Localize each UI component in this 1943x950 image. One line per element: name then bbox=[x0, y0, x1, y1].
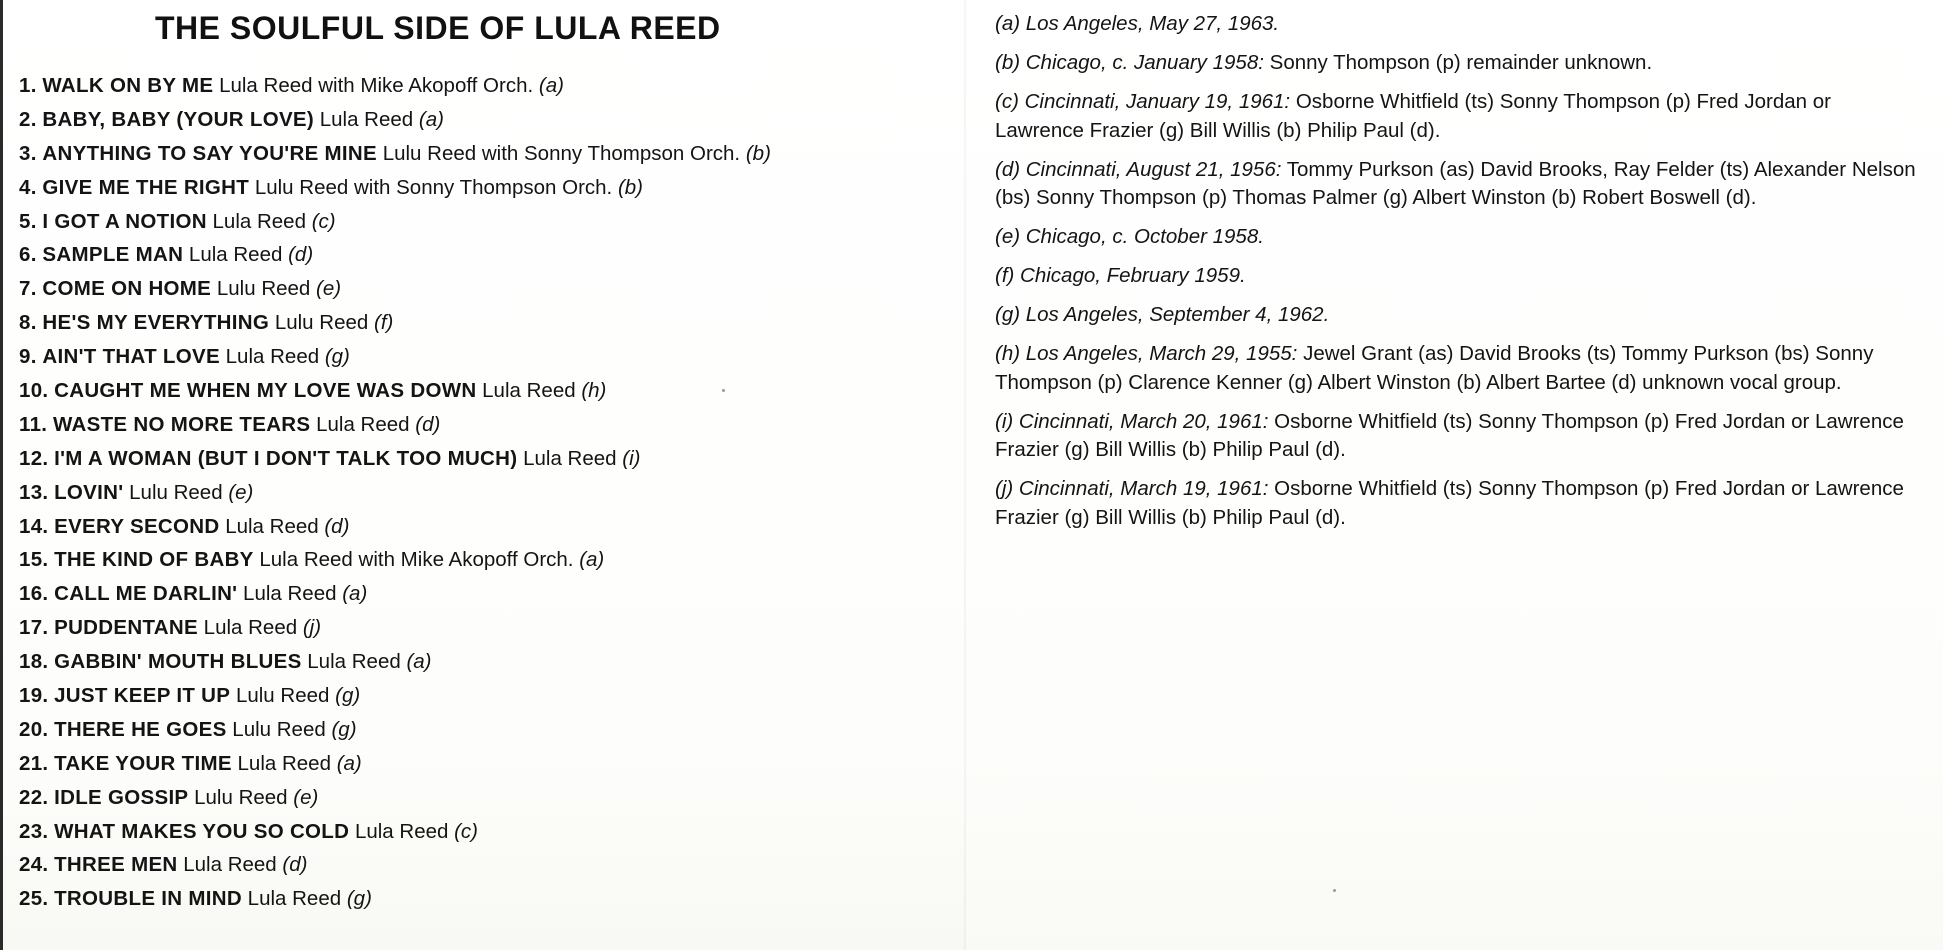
track-artist: Lulu Reed bbox=[129, 480, 223, 504]
session-personnel: Jewel Grant (as) David Brooks (ts) Tommy Purkson (bs) Sonny Thompson (p) Clarence Kenner (g) Albert Winston (b) Albert Bartee (d) unknown vocal group. bbox=[995, 342, 1874, 394]
track-number: 14. bbox=[19, 514, 49, 538]
track-title: HE'S MY EVERYTHING bbox=[42, 311, 270, 335]
track-title: TROUBLE IN MIND bbox=[54, 887, 242, 911]
track-row bbox=[19, 408, 771, 442]
track-row bbox=[19, 137, 771, 171]
track-artist: Lula Reed bbox=[237, 751, 331, 775]
track-artist: Lulu Reed bbox=[274, 311, 369, 335]
track-row bbox=[19, 747, 771, 781]
track-row bbox=[19, 374, 771, 408]
track-number: 13. bbox=[19, 480, 49, 504]
session-heading: (g) Los Angeles, September 4, 1962. bbox=[995, 303, 1330, 326]
session-heading: (i) Cincinnati, March 20, 1961: bbox=[995, 409, 1269, 433]
session-note bbox=[995, 10, 1920, 39]
track-artist: Lulu Reed bbox=[232, 717, 326, 741]
session-note bbox=[995, 340, 1920, 397]
track-title: LOVIN' bbox=[54, 480, 124, 504]
session-note bbox=[995, 156, 1920, 213]
track-artist: Lula Reed bbox=[225, 514, 319, 538]
track-artist: Lula Reed bbox=[307, 650, 401, 674]
track-session-code: (e) bbox=[228, 480, 254, 504]
track-session-code: (d) bbox=[282, 853, 308, 877]
scan-speck bbox=[1333, 889, 1336, 892]
track-title: CAUGHT ME WHEN MY LOVE WAS DOWN bbox=[54, 379, 477, 403]
track-number: 16. bbox=[19, 582, 49, 606]
track-session-code: (c) bbox=[454, 819, 479, 843]
track-session-code: (e) bbox=[293, 785, 319, 809]
session-heading: (a) Los Angeles, May 27, 1963. bbox=[995, 12, 1280, 35]
session-note bbox=[995, 262, 1920, 291]
track-artist: Lula Reed bbox=[319, 107, 414, 131]
track-artist: Lula Reed with Mike Akopoff Orch. bbox=[259, 548, 574, 572]
track-session-code: (j) bbox=[302, 616, 322, 640]
track-title: I'M A WOMAN (BUT I DON'T TALK TOO MUCH) bbox=[54, 446, 518, 470]
track-artist: Lula Reed bbox=[225, 345, 320, 369]
session-notes bbox=[995, 10, 1920, 543]
track-number: 7. bbox=[19, 277, 37, 301]
track-row bbox=[19, 611, 771, 645]
track-title: SAMPLE MAN bbox=[42, 243, 184, 267]
track-session-code: (b) bbox=[745, 141, 771, 165]
track-session-code: (g) bbox=[324, 345, 350, 369]
session-heading: (h) Los Angeles, March 29, 1955: bbox=[995, 342, 1298, 365]
track-number: 23. bbox=[19, 819, 49, 843]
track-row bbox=[19, 713, 771, 747]
track-row bbox=[19, 272, 771, 306]
track-number: 8. bbox=[19, 311, 37, 335]
track-artist: Lula Reed bbox=[188, 243, 283, 267]
track-title: THREE MEN bbox=[54, 853, 178, 877]
track-row bbox=[19, 306, 771, 340]
track-row bbox=[19, 543, 771, 577]
track-title: EVERY SECOND bbox=[54, 514, 220, 538]
track-title: PUDDENTANE bbox=[54, 616, 198, 640]
track-number: 3. bbox=[19, 141, 37, 165]
track-artist: Lulu Reed bbox=[235, 684, 330, 708]
session-personnel: Sonny Thompson (p) remainder unknown. bbox=[1269, 51, 1653, 74]
track-session-code: (d) bbox=[324, 514, 350, 538]
track-number: 22. bbox=[19, 785, 49, 809]
session-heading: (j) Cincinnati, March 19, 1961: bbox=[995, 477, 1269, 500]
track-artist: Lula Reed bbox=[243, 582, 337, 606]
track-artist: Lula Reed bbox=[247, 887, 342, 911]
track-artist: Lulu Reed bbox=[216, 277, 311, 301]
session-note bbox=[995, 49, 1920, 78]
track-list bbox=[19, 69, 771, 916]
session-personnel: Tommy Purkson (as) David Brooks, Ray Felder (ts) Alexander Nelson (bs) Sonny Thompson (p) Thomas Palmer (g) Albert Winston (b) Robert Boswell (d). bbox=[995, 157, 1916, 209]
track-title: THERE HE GOES bbox=[54, 717, 227, 741]
track-session-code: (d) bbox=[415, 412, 441, 436]
track-artist: Lulu Reed with Sonny Thompson Orch. bbox=[254, 175, 613, 199]
track-title: WALK ON BY ME bbox=[42, 74, 214, 97]
track-row bbox=[19, 848, 771, 882]
track-number: 19. bbox=[19, 684, 49, 708]
session-heading: (f) Chicago, February 1959. bbox=[995, 264, 1246, 287]
track-number: 1. bbox=[19, 74, 37, 97]
track-title: CALL ME DARLIN' bbox=[54, 582, 238, 606]
track-row bbox=[19, 340, 771, 374]
track-number: 10. bbox=[19, 379, 49, 403]
track-number: 24. bbox=[19, 853, 49, 877]
track-row bbox=[19, 781, 771, 815]
track-row bbox=[19, 442, 771, 476]
track-title: ANYTHING TO SAY YOU'RE MINE bbox=[42, 141, 377, 165]
left-page bbox=[0, 0, 966, 950]
session-note bbox=[995, 475, 1920, 532]
session-heading: (d) Cincinnati, August 21, 1956: bbox=[995, 157, 1282, 181]
track-number: 2. bbox=[19, 107, 37, 131]
session-note bbox=[995, 88, 1920, 145]
track-number: 12. bbox=[19, 446, 49, 470]
track-artist: Lula Reed bbox=[183, 853, 277, 877]
track-title: WASTE NO MORE TEARS bbox=[52, 412, 311, 436]
track-title: THE KIND OF BABY bbox=[54, 548, 254, 572]
track-row bbox=[19, 882, 771, 916]
track-number: 6. bbox=[19, 243, 37, 267]
track-title: JUST KEEP IT UP bbox=[54, 684, 231, 708]
track-number: 5. bbox=[19, 209, 37, 233]
track-number: 21. bbox=[19, 751, 49, 775]
track-session-code: (h) bbox=[581, 379, 607, 403]
session-personnel: Osborne Whitfield (ts) Sonny Thompson (p) Fred Jordan or Lawrence Frazier (g) Bill Willis (b) Philip Paul (d). bbox=[995, 90, 1831, 142]
track-artist: Lula Reed bbox=[316, 412, 410, 436]
track-row bbox=[19, 238, 771, 272]
track-row bbox=[19, 103, 771, 137]
track-title: COME ON HOME bbox=[42, 277, 212, 301]
track-session-code: (i) bbox=[622, 446, 641, 470]
track-session-code: (e) bbox=[316, 277, 342, 301]
track-artist: Lula Reed bbox=[203, 616, 298, 640]
track-session-code: (c) bbox=[311, 209, 336, 233]
track-title: TAKE YOUR TIME bbox=[54, 751, 232, 775]
track-title: AIN'T THAT LOVE bbox=[42, 345, 220, 369]
track-row bbox=[19, 645, 771, 679]
track-session-code: (a) bbox=[342, 582, 368, 606]
track-row bbox=[19, 476, 771, 510]
track-row bbox=[19, 577, 771, 611]
session-note bbox=[995, 408, 1920, 465]
track-row bbox=[19, 69, 771, 103]
track-number: 25. bbox=[19, 887, 49, 911]
track-row bbox=[19, 815, 771, 849]
track-title: I GOT A NOTION bbox=[42, 209, 207, 233]
session-note bbox=[995, 223, 1920, 252]
track-number: 11. bbox=[19, 412, 48, 436]
track-row bbox=[19, 171, 771, 205]
scan-speck bbox=[722, 389, 725, 392]
session-note bbox=[995, 301, 1920, 330]
track-session-code: (g) bbox=[346, 887, 372, 911]
track-session-code: (g) bbox=[335, 684, 361, 708]
session-heading: (c) Cincinnati, January 19, 1961: bbox=[995, 90, 1291, 113]
track-number: 20. bbox=[19, 717, 49, 741]
track-artist: Lula Reed bbox=[212, 209, 306, 233]
session-heading: (e) Chicago, c. October 1958. bbox=[995, 225, 1264, 248]
track-row bbox=[19, 205, 771, 239]
album-title: THE SOULFUL SIDE OF LULA REED bbox=[155, 10, 721, 46]
track-number: 18. bbox=[19, 650, 49, 674]
track-number: 15. bbox=[19, 548, 49, 572]
track-row bbox=[19, 679, 771, 713]
track-session-code: (b) bbox=[617, 175, 644, 199]
track-session-code: (a) bbox=[579, 548, 605, 572]
track-number: 17. bbox=[19, 616, 49, 640]
track-session-code: (a) bbox=[406, 650, 432, 674]
track-row bbox=[19, 510, 771, 544]
track-session-code: (a) bbox=[336, 751, 362, 775]
session-personnel: Osborne Whitfield (ts) Sonny Thompson (p) Fred Jordan or Lawrence Frazier (g) Bill Willis (b) Philip Paul (d). bbox=[995, 409, 1904, 461]
track-session-code: (f) bbox=[374, 311, 394, 335]
track-title: GIVE ME THE RIGHT bbox=[42, 175, 250, 199]
track-session-code: (a) bbox=[538, 74, 564, 97]
track-number: 9. bbox=[19, 345, 37, 369]
track-session-code: (d) bbox=[288, 243, 314, 267]
track-title: IDLE GOSSIP bbox=[54, 785, 189, 809]
track-session-code: (g) bbox=[331, 717, 357, 741]
track-artist: Lula Reed bbox=[354, 819, 449, 843]
track-title: WHAT MAKES YOU SO COLD bbox=[54, 819, 350, 843]
track-artist: Lula Reed bbox=[523, 446, 617, 470]
track-artist: Lula Reed with Mike Akopoff Orch. bbox=[219, 74, 534, 97]
track-artist: Lula Reed bbox=[482, 379, 576, 403]
session-personnel: Osborne Whitfield (ts) Sonny Thompson (p) Fred Jordan or Lawrence Frazier (g) Bill Willis (b) Philip Paul (d). bbox=[995, 477, 1904, 529]
track-artist: Lulu Reed with Sonny Thompson Orch. bbox=[382, 141, 741, 165]
track-number: 4. bbox=[19, 175, 37, 199]
session-heading: (b) Chicago, c. January 1958: bbox=[995, 51, 1264, 74]
track-title: BABY, BABY (YOUR LOVE) bbox=[42, 107, 315, 131]
track-artist: Lulu Reed bbox=[194, 785, 288, 809]
track-session-code: (a) bbox=[418, 107, 444, 131]
track-title: GABBIN' MOUTH BLUES bbox=[54, 650, 302, 674]
